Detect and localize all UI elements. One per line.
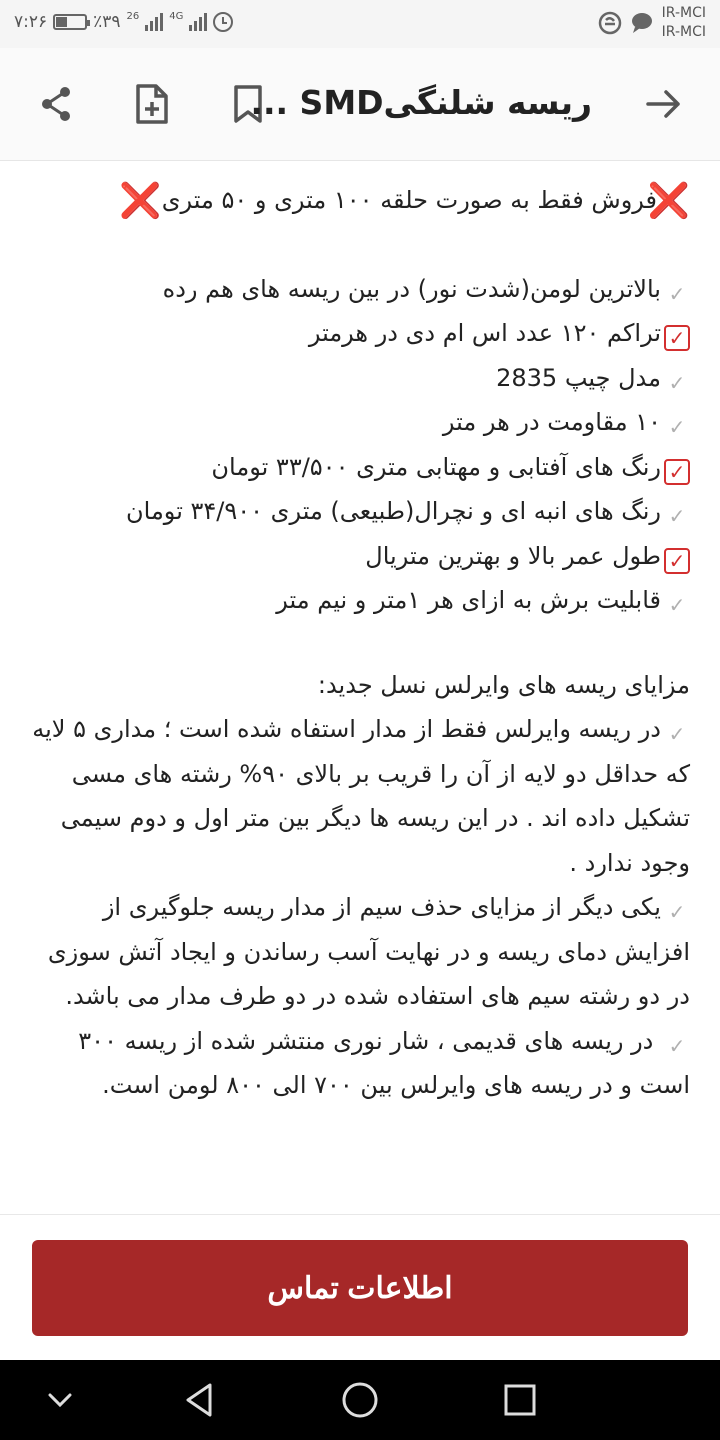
system-nav-bar (0, 1360, 720, 1440)
nav-home-icon[interactable] (340, 1380, 380, 1420)
section-title: مزایای ریسه های وایرلس نسل جدید: (317, 670, 690, 699)
network-label-2: 4G (169, 11, 184, 22)
battery-percent: ٪۳۹ (93, 12, 121, 32)
back-arrow-icon[interactable] (642, 82, 686, 126)
signal-icon-1 (145, 13, 163, 31)
feature-text: قابلیت برش به ازای هر ۱متر و نیم متر (276, 586, 661, 614)
advantage-text: در ریسه وایرلس فقط از مدار استفاه شده است ؛ مداری ۵ لایه که حداقل دو لایه از آن را قریب بر بالای ۹۰% رشته های مسی تشکیل داده اند . در این ریسه ها دیگر بین متر اول و دوم سیمی وجود ندارد . (32, 715, 690, 877)
checkbox-checked-icon: ✓ (664, 325, 690, 351)
product-description (30, 178, 690, 1108)
feature-text: مدل چیپ 2835 (496, 363, 661, 392)
carrier-2: IR-MCI (661, 24, 706, 40)
advantage-paragraph (30, 707, 690, 885)
feature-text: ۱۰ مقاومت در هر متر (442, 408, 661, 436)
checkmark-icon: ✓ (668, 900, 686, 924)
checkmark-icon: ✓ (668, 504, 686, 528)
feature-item (30, 267, 690, 312)
feature-item (30, 489, 690, 534)
feature-item (30, 400, 690, 445)
checkmark-icon: ✓ (668, 1033, 686, 1058)
checkmark-icon: ✓ (668, 593, 686, 617)
alarm-icon (213, 12, 233, 32)
checkbox-checked-icon: ✓ (664, 548, 690, 574)
headline-text: فروش فقط به صورت حلقه ۱۰۰ متری و ۵۰ متری (161, 186, 657, 214)
feature-item (30, 445, 690, 490)
nav-hide-icon[interactable] (40, 1380, 80, 1420)
cross-mark-icon: ❌ (647, 181, 690, 221)
feature-text: رنگ های آفتابی و مهتابی متری ۳۳/۵۰۰ تومان (211, 452, 661, 481)
feature-text: رنگ های انبه ای و نچرال(طبیعی) متری ۳۴/۹۰۰ تومان (126, 497, 661, 525)
network-label-1: 26 (126, 11, 140, 22)
carrier-1: IR-MCI (661, 5, 706, 21)
signal-icon-2 (189, 13, 207, 31)
advantage-text: در ریسه های قدیمی ، شار نوری منتشر شده از ریسه ۳۰۰ است و در ریسه های وایرلس بین ۷۰۰ الی ۸۰۰ لومن است. (78, 1026, 690, 1099)
battery-icon (53, 14, 87, 30)
nav-recents-icon[interactable] (500, 1380, 540, 1420)
page-title: ریسه شلنگیSMD ... (250, 83, 592, 122)
status-time: ۷:۲۶ (14, 12, 48, 32)
advantages-list (30, 707, 690, 1108)
checkbox-checked-icon: ✓ (664, 459, 690, 485)
divider (0, 1214, 720, 1215)
feature-list (30, 267, 690, 623)
feature-text: طول عمر بالا و بهترین متریال (365, 541, 661, 570)
carrier-labels (662, 4, 706, 42)
status-bar (0, 0, 720, 48)
advantage-paragraph (30, 885, 690, 1019)
checkmark-icon: ✓ (668, 370, 686, 395)
status-left (14, 12, 233, 32)
feature-text: تراکم ۱۲۰ عدد اس ام دی در هرمتر (308, 319, 661, 347)
feature-text: بالاترین لومن(شدت نور) در بین ریسه های هم رده (162, 274, 661, 303)
checkmark-icon: ✓ (668, 281, 686, 306)
headline (30, 178, 690, 223)
cross-mark-icon: ❌ (119, 181, 162, 221)
app-bar (0, 48, 720, 161)
share-icon[interactable] (34, 82, 78, 126)
advantage-text: یکی دیگر از مزایای حذف سیم از مدار ریسه جلوگیری از افزایش دمای ریسه و در نهایت آسب رساندن و ایجاد آتش سوزی در دو رشته سیم های استفاده شده در دو طرف مدار می باشد. (47, 893, 690, 1010)
add-document-icon[interactable] (130, 82, 174, 126)
feature-item (30, 311, 690, 356)
chat-icon (630, 11, 654, 35)
feature-item (30, 578, 690, 623)
nav-back-icon[interactable] (180, 1380, 220, 1420)
contact-info-button[interactable]: اطلاعات تماس (32, 1240, 688, 1336)
status-right (598, 4, 706, 42)
advantage-paragraph (30, 1019, 690, 1108)
checkmark-icon: ✓ (668, 722, 686, 746)
feature-item (30, 356, 690, 401)
feature-item (30, 534, 690, 579)
app-notification-icon (598, 11, 622, 35)
checkmark-icon: ✓ (668, 415, 686, 439)
